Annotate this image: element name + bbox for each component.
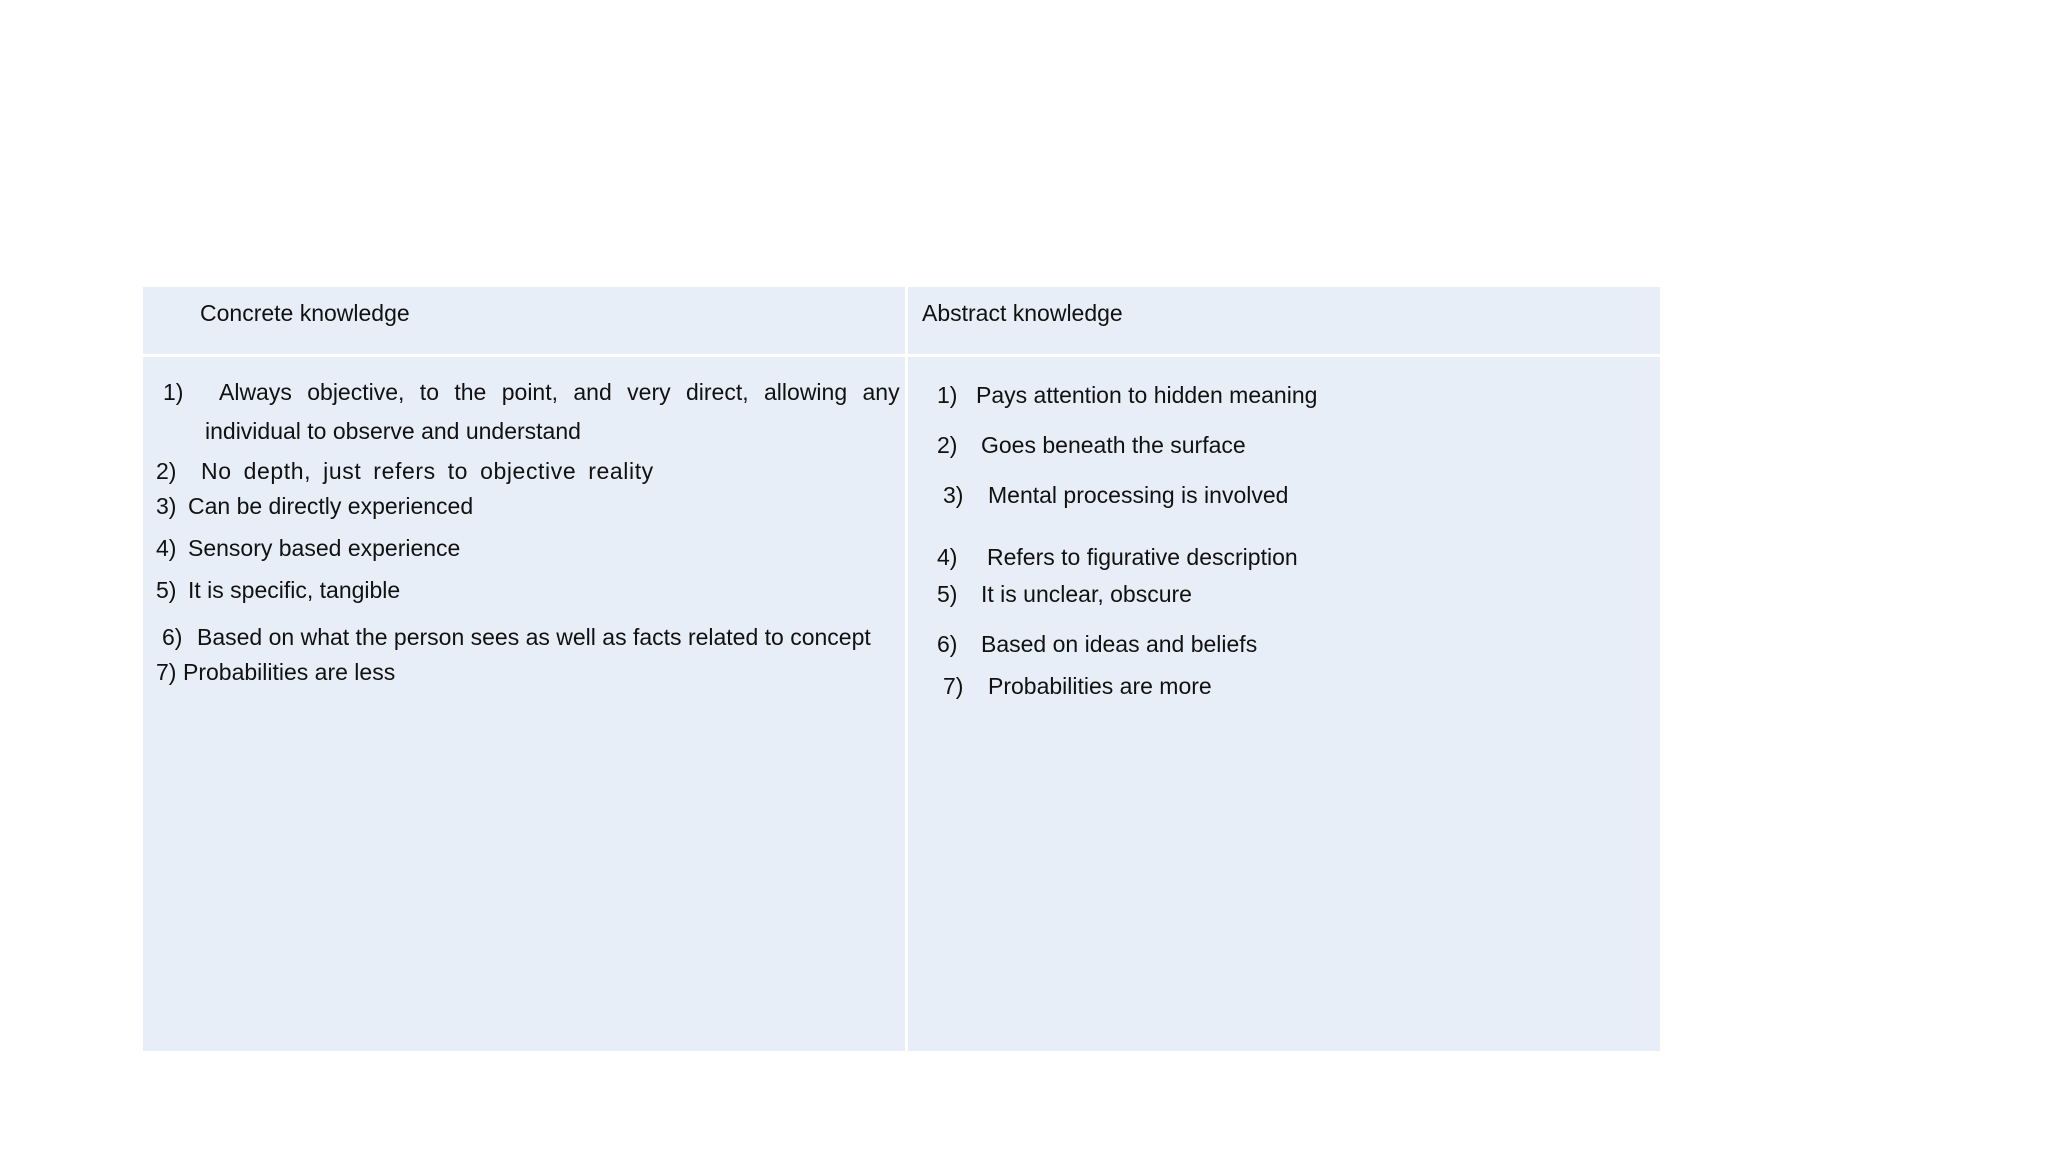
item-text: Goes beneath the surface [981,432,1246,458]
concrete-item-6 [162,622,871,652]
concrete-item-1 [163,377,900,407]
item-number: 2) [937,432,958,458]
item-text: Sensory based experience [188,535,461,561]
item-number: 5) [156,577,177,603]
item-number: 4) [156,535,177,561]
concrete-item-1-continuation: individual to observe and understand [205,418,581,444]
item-number: 7) [156,659,177,685]
item-text: Always objective, to the point, and very direct, allowing any [219,379,900,405]
item-text: Probabilities are less [183,659,396,685]
concrete-item-3 [156,491,474,521]
item-number: 1) [937,382,958,408]
item-text: Pays attention to hidden meaning [976,382,1318,408]
abstract-item-6 [937,629,1258,659]
comparison-table [143,287,1660,1051]
abstract-item-3 [943,480,1289,510]
concrete-item-4 [156,533,461,563]
abstract-item-5 [937,579,1192,609]
item-text: It is specific, tangible [188,577,401,603]
item-number: 4) [937,544,958,570]
item-text: It is unclear, obscure [981,581,1192,607]
item-number: 3) [943,482,964,508]
item-text: No depth, just refers to objective reality [201,458,654,484]
item-number: 5) [937,581,958,607]
abstract-knowledge-header: Abstract knowledge [922,300,1123,326]
abstract-item-7 [943,671,1212,701]
item-text: Based on ideas and beliefs [981,631,1258,657]
item-number: 6) [937,631,958,657]
item-text: Probabilities are more [988,673,1212,699]
concrete-knowledge-header: Concrete knowledge [200,300,410,326]
abstract-item-1 [937,380,1318,410]
item-text: Refers to figurative description [987,544,1298,570]
abstract-item-4 [937,542,1298,572]
abstract-item-2 [937,430,1246,460]
item-number: 3) [156,493,177,519]
item-text: Can be directly experienced [188,493,474,519]
concrete-item-2 [156,456,654,486]
item-number: 6) [162,624,183,650]
header-row-divider [143,354,1660,357]
item-text: Mental processing is involved [988,482,1289,508]
concrete-item-7 [156,657,396,687]
column-divider [905,287,908,1051]
item-number: 2) [156,458,177,484]
concrete-item-5 [156,575,401,605]
item-number: 1) [163,379,184,405]
item-number: 7) [943,673,964,699]
item-text: Based on what the person sees as well as facts related to concept [197,624,871,650]
